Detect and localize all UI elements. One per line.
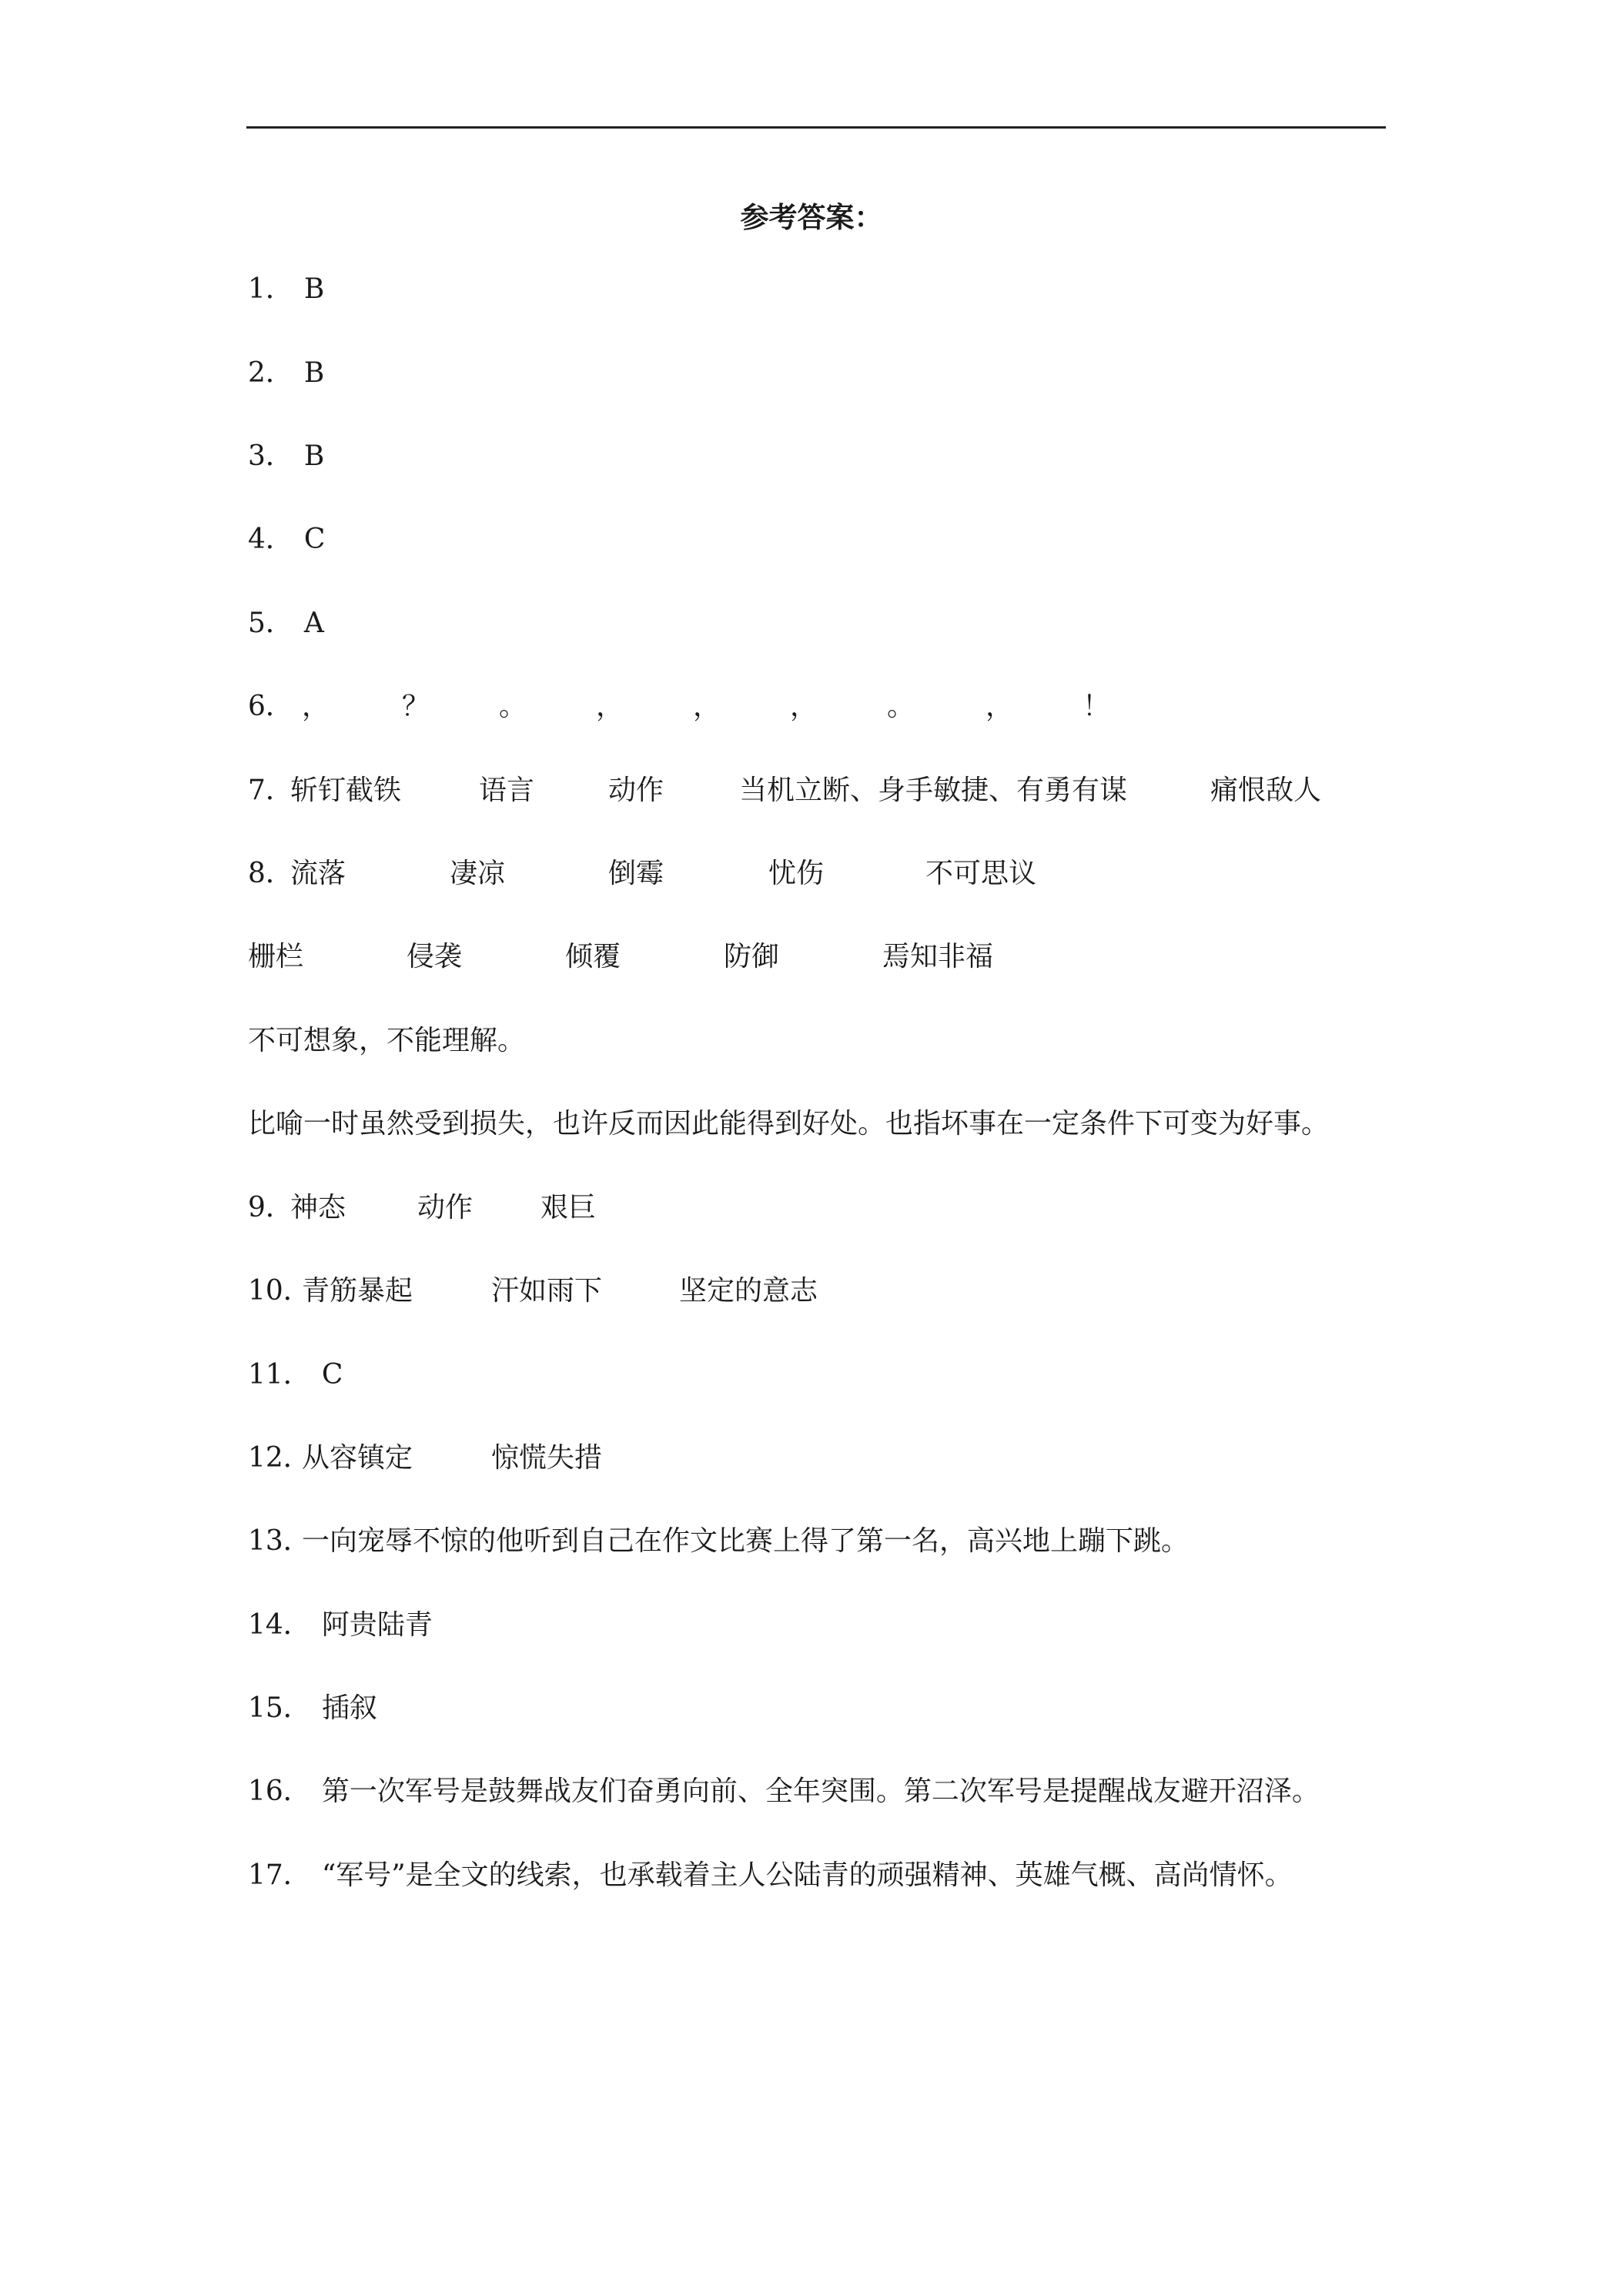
answer-part: 神态 <box>290 1192 346 1223</box>
answer-number: 5． <box>248 607 293 639</box>
answer-line <box>248 271 324 308</box>
answer-part: 动作 <box>608 775 664 806</box>
answer-line <box>248 438 324 475</box>
answer-number: 9． <box>248 1192 293 1223</box>
answer-number: 15． <box>248 1692 311 1724</box>
answer-part: 痛恨敌人 <box>1210 775 1322 806</box>
answer-number: 17． <box>248 1859 311 1891</box>
answer-number: 4． <box>248 524 293 555</box>
answer-line <box>248 355 324 392</box>
answer-part: ， <box>596 691 624 722</box>
answer-part: 倒霉 <box>608 858 664 889</box>
answer-line <box>248 1857 1293 1894</box>
answer-part: 。 <box>499 691 527 722</box>
answer-part: ？ <box>402 691 430 722</box>
header-rule <box>246 126 1386 129</box>
answer-part: 从容镇定 <box>302 1442 413 1474</box>
answer-part: 惊慌失措 <box>491 1442 603 1474</box>
answer-text: 插叙 <box>321 1692 377 1724</box>
answer-number: 12． <box>248 1442 311 1474</box>
answer-text: C <box>321 1359 343 1391</box>
answer-part: ， <box>790 691 818 722</box>
answer-text: B <box>303 440 325 472</box>
answer-number: 3． <box>248 440 293 472</box>
answer-text: 陆青 <box>376 1609 433 1641</box>
answer-line <box>248 1690 377 1727</box>
answer-text: 阿贵 <box>321 1609 377 1641</box>
answer-number: 8． <box>248 858 293 889</box>
answer-part: ， <box>986 691 1014 722</box>
answer-part: 动作 <box>417 1192 474 1223</box>
answer-line <box>248 1357 343 1394</box>
page-title: 参考答案： <box>740 200 883 234</box>
answer-text: 第一次军号是鼓舞战友们奋勇向前、全年突围。第二次军号是提醒战友避开沼泽。 <box>321 1776 1320 1807</box>
answer-part: 忧伤 <box>768 858 825 889</box>
answer-part: 栅栏 <box>248 941 304 972</box>
answer-part: ， <box>302 691 330 722</box>
answer-part: 倾覆 <box>565 941 621 972</box>
answer-part: 流落 <box>290 858 346 889</box>
answer-line <box>248 1106 1329 1143</box>
answer-text: 不可想象，不能理解。 <box>248 1025 526 1056</box>
answer-line <box>248 605 324 642</box>
answer-text: 比喻一时虽然受到损失，也许反而因此能得到好处。也指坏事在一定条件下可变为好事。 <box>248 1108 1330 1140</box>
answer-part: ， <box>693 691 721 722</box>
answer-part: 斩钉截铁 <box>290 775 402 806</box>
answer-text: C <box>303 524 326 555</box>
answer-part: 坚定的意志 <box>679 1275 818 1307</box>
answer-part: 防御 <box>724 941 780 972</box>
answer-line <box>248 1607 433 1644</box>
answer-text: A <box>303 607 324 639</box>
answer-line <box>248 1773 1320 1810</box>
answer-number: 11． <box>248 1359 311 1391</box>
answer-number: 16． <box>248 1776 311 1807</box>
answer-part: 凄凉 <box>450 858 506 889</box>
answer-part: 当机立断、身手敏捷、有勇有谋 <box>739 775 1128 806</box>
answer-line <box>248 1022 525 1059</box>
answer-text: B <box>303 273 325 305</box>
answer-part: 语言 <box>479 775 535 806</box>
answer-number: 14． <box>248 1609 311 1641</box>
answer-number: 13． <box>248 1525 311 1557</box>
answer-text: “军号”是全文的线索，也承载着主人公陆青的顽强精神、英雄气概、高尚情怀。 <box>321 1859 1293 1891</box>
answer-part: 青筋暴起 <box>302 1275 413 1307</box>
answer-part: ！ <box>1083 691 1111 722</box>
answer-number: 1． <box>248 273 293 305</box>
answer-part: 艰巨 <box>540 1192 597 1223</box>
answer-text: B <box>303 357 325 389</box>
answer-part: 不可思议 <box>925 858 1037 889</box>
answer-number: 6． <box>248 691 293 722</box>
answer-number: 2． <box>248 357 293 389</box>
answer-part: 汗如雨下 <box>491 1275 603 1307</box>
answer-line <box>248 521 325 558</box>
answer-number: 7． <box>248 775 293 806</box>
answer-part: 一向宠辱不惊的他听到自己在作文比赛上得了第一名，高兴地上蹦下跳。 <box>302 1525 1190 1557</box>
answer-part: 焉知非福 <box>882 941 994 972</box>
answer-part: 侵袭 <box>407 941 463 972</box>
answer-part: 。 <box>887 691 915 722</box>
answer-number: 10． <box>248 1275 311 1307</box>
